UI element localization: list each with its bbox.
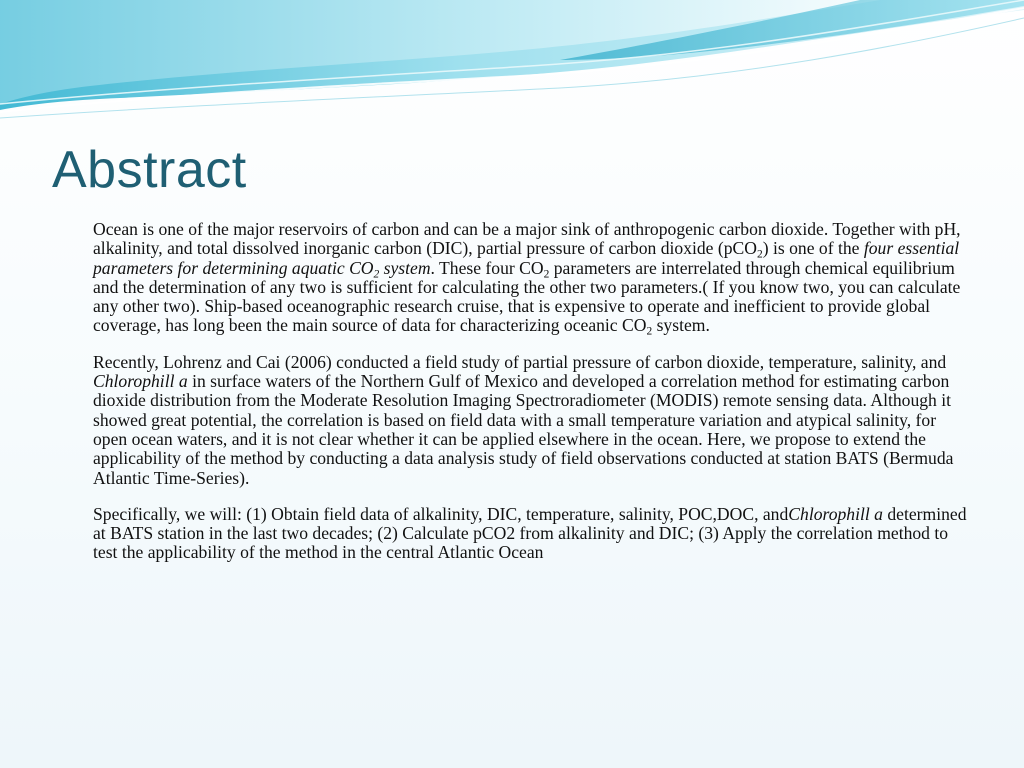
abstract-paragraph-2: [93, 353, 973, 488]
paragraph-text: ) is one of the: [762, 238, 864, 259]
subscript: 2: [373, 268, 380, 281]
abstract-paragraph-1: [93, 220, 973, 336]
slide-title: Abstract: [52, 141, 247, 199]
paragraph-text: in surface waters of the Northern Gulf of Mexico and developed a correlation method for estimating carbon dioxide distribution from the Moderate Resolution Imaging Spectroradiometer (MODIS) remote sensing data. Although it showed great potential, the correlation is based on field data with a small temperature variation and atypical salinity, for open ocean waters, and it is not clear whether it can be applied elsewhere in the ocean. Here, we propose to extend the applicability of the method by conducting a data analysis study of field observations conducted at station BATS (Bermuda Atlantic Time-Series).: [93, 371, 954, 488]
subscript: 2: [646, 325, 653, 338]
subscript: 2: [543, 268, 550, 281]
italic-term: Chlorophill a: [93, 371, 188, 392]
paragraph-text: parameters are interrelated through chemical equilibrium and the determination of any two is sufficient for calculating the other two parameters.( If you know two, you can calculate any other two). Ship-based oceanographic research cruise, that is expensive to operate and inefficient to provide global coverage, has long been the main source of data for characterizing oceanic CO: [93, 257, 961, 336]
italic-term: Chlorophill a: [788, 503, 883, 524]
paragraph-text: . These four CO: [430, 257, 544, 278]
header-wave-decoration: [0, 0, 1024, 130]
subscript: 2: [756, 248, 763, 261]
paragraph-text: system.: [652, 315, 710, 336]
abstract-paragraph-3: [93, 505, 973, 563]
abstract-body: [93, 220, 973, 580]
paragraph-text: Specifically, we will: (1) Obtain field data of alkalinity, DIC, temperature, salinity, POC,DOC, and: [93, 503, 789, 524]
paragraph-text: determined at BATS station in the last two decades; (2) Calculate pCO2 from alkalinity and DIC; (3) Apply the correlation method to test the applicability of the method in the central Atlantic Ocean: [93, 503, 967, 563]
paragraph-text: Recently, Lohrenz and Cai (2006) conducted a field study of partial pressure of carbon dioxide, temperature, salinity, and: [93, 351, 947, 372]
italic-phrase: four essential parameters for determining aquatic $CO_2$ system: [93, 238, 960, 281]
paragraph-text: Ocean is one of the major reservoirs of carbon and can be a major sink of anthropogenic carbon dioxide. Together with pH, alkalinity, and total dissolved inorganic carbon (DIC), partial pressure of carbon dioxide (pCO: [93, 219, 961, 259]
